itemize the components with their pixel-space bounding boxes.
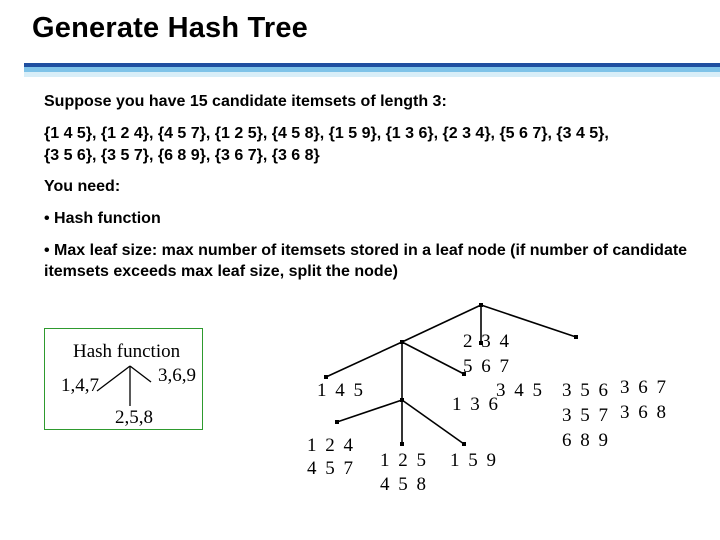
- leaf-136: 1 3 6: [452, 394, 500, 415]
- leaf-125-line2: 4 5 8: [380, 474, 428, 495]
- itemsets-line-2: {3 5 6}, {3 5 7}, {6 8 9}, {3 6 7}, {3 6 8}: [44, 147, 320, 164]
- tree-node-root: [479, 303, 483, 307]
- you-need-text: You need:: [44, 178, 121, 195]
- hash-branch-mid-label: 3,6,9: [158, 365, 196, 386]
- leaf-124-line2: 4 5 7: [307, 458, 355, 479]
- leaf-345: 3 4 5: [496, 380, 544, 401]
- tree-node-sub-mid: [400, 442, 404, 446]
- tree-node-right: [574, 335, 578, 339]
- leaf-356-line1: 3 5 6: [562, 380, 610, 401]
- tree-edge-left-left: [326, 342, 402, 377]
- leaf-367-line2: 3 6 8: [620, 402, 668, 423]
- hash-branch-right-line: [130, 366, 151, 382]
- leaf-234-line2: 5 6 7: [463, 356, 511, 377]
- leaf-234-line1: 2 3 4: [463, 331, 511, 352]
- leaf-125-line1: 1 2 5: [380, 450, 428, 471]
- page-title: Generate Hash Tree: [32, 12, 309, 44]
- hash-branch-left-line: [97, 366, 130, 391]
- bullet-max-leaf-size: • Max leaf size: max number of itemsets stored in a leaf node (if number of candidate itemsets exceeds max leaf size, split the node): [44, 242, 688, 280]
- leaf-367-line1: 3 6 7: [620, 377, 668, 398]
- hash-branch-left-label: 1,4,7: [61, 375, 99, 396]
- leaf-356-line3: 6 8 9: [562, 430, 610, 451]
- tree-node-left: [400, 340, 404, 344]
- tree-node-sub-right: [462, 442, 466, 446]
- tree-node-left-mid: [400, 398, 404, 402]
- hash-branch-bottom-label: 2,5,8: [115, 407, 153, 428]
- hash-function-title: Hash function: [73, 341, 181, 362]
- tree-edge-sub-left: [337, 400, 402, 422]
- intro-text: Suppose you have 15 candidate itemsets of length 3:: [44, 93, 447, 110]
- tree-edge-left-right: [402, 342, 464, 374]
- bullet-hash-function: • Hash function: [44, 210, 161, 227]
- leaf-356-line2: 3 5 7: [562, 405, 610, 426]
- leaf-145: 1 4 5: [317, 380, 365, 401]
- tree-node-left-left: [324, 375, 328, 379]
- tree-node-sub-left: [335, 420, 339, 424]
- leaf-159: 1 5 9: [450, 450, 498, 471]
- itemsets-line-1: {1 4 5}, {1 2 4}, {4 5 7}, {1 2 5}, {4 5 8}, {1 5 9}, {1 3 6}, {2 3 4}, {5 6 7}, {3 4 5},: [44, 125, 609, 142]
- leaf-124-line1: 1 2 4: [307, 435, 355, 456]
